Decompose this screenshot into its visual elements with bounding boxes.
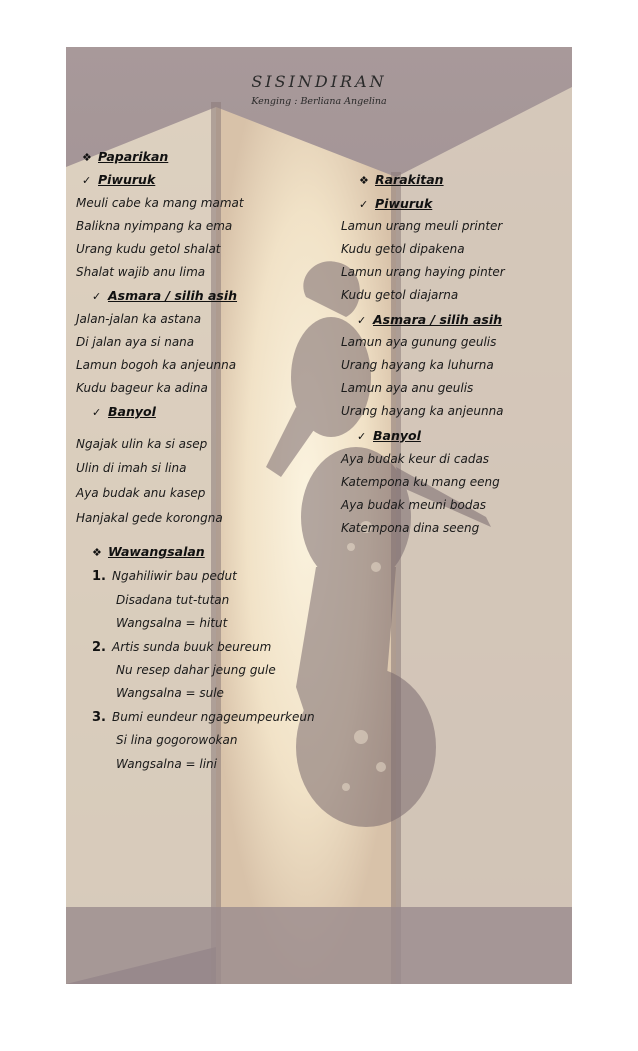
verse-line: Urang kudu getol shalat	[76, 242, 221, 256]
item-number: 2.	[92, 640, 106, 655]
item-number: 1.	[92, 569, 106, 584]
document-author: Kenging : Berliana Angelina	[251, 96, 387, 107]
verse-line: Wangsalna = lini	[116, 757, 217, 771]
rarakitan-piwuruk-heading	[359, 196, 432, 211]
document-title: SISINDIRAN	[251, 72, 387, 91]
checkmark-icon: ✓	[82, 174, 92, 187]
verse-line: Bumi eundeur ngageumpeurkeun	[112, 710, 315, 724]
verse-line: Hanjakal gede korongna	[76, 511, 223, 525]
verse-line: Lamun urang haying pinter	[341, 265, 505, 279]
paparikan-asmara-heading	[92, 288, 237, 303]
verse-line: Kudu bageur ka adina	[76, 381, 208, 395]
checkmark-icon: ✓	[357, 314, 367, 327]
paparikan-banyol-heading	[92, 404, 156, 419]
verse-line: Kudu getol diajarna	[341, 288, 459, 302]
verse-line: Aya budak meuni bodas	[341, 498, 487, 512]
subsection-title: Piwuruk	[375, 196, 433, 211]
wawangsalan-item	[92, 569, 237, 584]
verse-line: Lamun aya anu geulis	[341, 381, 474, 395]
checkmark-icon: ✓	[357, 430, 367, 443]
checkmark-icon: ✓	[92, 290, 102, 303]
checkmark-icon: ✓	[92, 406, 102, 419]
item-number: 3.	[92, 710, 106, 725]
section-title: Wawangsalan	[108, 544, 205, 559]
verse-line: Meuli cabe ka mang mamat	[76, 196, 244, 210]
verse-line: Lamun bogoh ka anjeunna	[76, 358, 237, 372]
section-title: Paparikan	[98, 149, 169, 164]
diamond-bullet-icon: ❖	[82, 151, 92, 164]
verse-line: Artis sunda buuk beureum	[112, 640, 272, 654]
verse-line: Urang hayang ka luhurna	[341, 358, 494, 372]
diamond-bullet-icon: ❖	[92, 546, 102, 559]
subsection-title: Banyol	[373, 428, 421, 443]
subsection-title: Asmara / silih asih	[108, 288, 238, 303]
verse-line: Wangsalna = hitut	[116, 616, 228, 630]
diamond-bullet-icon: ❖	[359, 174, 369, 187]
checkmark-icon: ✓	[359, 198, 369, 211]
verse-line: Nu resep dahar jeung gule	[116, 663, 276, 677]
paparikan-piwuruk-heading	[82, 172, 155, 187]
subsection-title: Banyol	[108, 404, 156, 419]
verse-line: Shalat wajib anu lima	[76, 265, 206, 279]
verse-line: Aya budak keur di cadas	[341, 452, 490, 466]
verse-line: Si lina gogorowokan	[116, 733, 238, 747]
subsection-title: Asmara / silih asih	[373, 312, 503, 327]
paparikan-heading	[82, 149, 168, 164]
verse-line: Lamun aya gunung geulis	[341, 335, 497, 349]
wawangsalan-item	[92, 710, 315, 725]
verse-line: Jalan-jalan ka astana	[76, 312, 202, 326]
verse-line: Aya budak anu kasep	[76, 486, 206, 500]
rarakitan-banyol-heading	[357, 428, 421, 443]
wawangsalan-heading	[92, 544, 205, 559]
verse-line: Lamun urang meuli printer	[341, 219, 503, 233]
verse-line: Disadana tut-tutan	[116, 593, 230, 607]
verse-line: Katempona ku mang eeng	[341, 475, 500, 489]
verse-line: Ngajak ulin ka si asep	[76, 437, 208, 451]
verse-line: Wangsalna = sule	[116, 686, 224, 700]
verse-line: Ulin di imah si lina	[76, 461, 187, 475]
verse-line: Ngahiliwir bau pedut	[112, 569, 237, 583]
subsection-title: Piwuruk	[98, 172, 156, 187]
verse-line: Kudu getol dipakena	[341, 242, 465, 256]
rarakitan-heading	[359, 172, 444, 187]
rarakitan-asmara-heading	[357, 312, 502, 327]
verse-line: Balikna nyimpang ka ema	[76, 219, 233, 233]
section-title: Rarakitan	[375, 172, 444, 187]
verse-line: Urang hayang ka anjeunna	[341, 404, 504, 418]
verse-line: Di jalan aya si nana	[76, 335, 195, 349]
verse-line: Katempona dina seeng	[341, 521, 480, 535]
wawangsalan-item	[92, 640, 271, 655]
